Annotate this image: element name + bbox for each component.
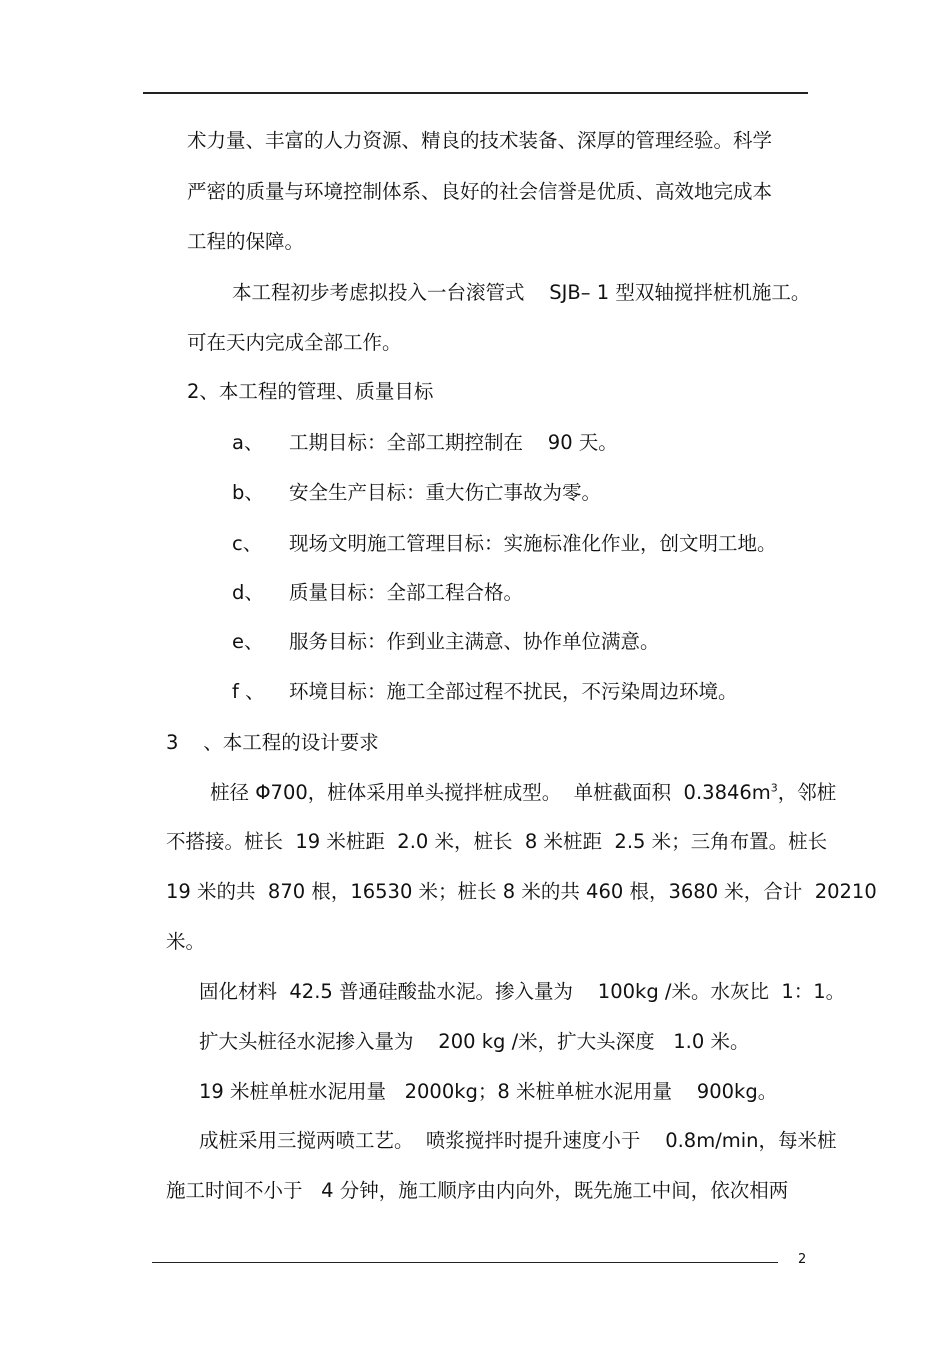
text-segment: 桩径 Φ700，桩体采用单头搅拌桩成型。 单桩截面积 0.3846m — [210, 781, 771, 804]
list-item-text: 质量目标：全部工程合格。 — [289, 581, 524, 604]
text-line — [210, 780, 836, 806]
list-marker: f 、 — [232, 680, 265, 703]
list-item-text: 安全生产目标：重大伤亡事故为零。 — [289, 481, 602, 504]
text-line: 不搭接。桩长 19 米桩距 2.0 米，桩长 8 米桩距 2.5 米；三角布置。桩长 — [166, 830, 828, 853]
text-line: 扩大头桩径水泥掺入量为 200 kg /米，扩大头深度 1.0 米。 — [199, 1030, 750, 1053]
section-2-heading: 2、本工程的管理、质量目标 — [187, 380, 434, 403]
text-line: 严密的质量与环境控制体系、良好的社会信誉是优质、高效地完成本 — [187, 180, 773, 203]
list-item-text: 服务目标：作到业主满意、协作单位满意。 — [289, 630, 660, 653]
text-line: 固化材料 42.5 普通硅酸盐水泥。掺入量为 100kg /米。水灰比 1：1。 — [199, 980, 846, 1003]
list-marker: e、 — [232, 630, 264, 653]
section-3-heading: 3 、本工程的设计要求 — [166, 731, 379, 754]
list-marker: a、 — [232, 431, 264, 454]
text-line: 19 米桩单桩水泥用量 2000kg；8 米桩单桩水泥用量 900kg。 — [199, 1080, 778, 1103]
list-item-text: 环境目标：施工全部过程不扰民，不污染周边环境。 — [289, 680, 738, 703]
list-marker: b、 — [232, 481, 264, 504]
text-segment: ，邻桩 — [777, 781, 837, 804]
text-line: 术力量、丰富的人力资源、精良的技术装备、深厚的管理经验。科学 — [187, 129, 773, 152]
list-marker: d、 — [232, 581, 264, 604]
list-item-text: 工期目标：全部工期控制在 90 天。 — [289, 431, 618, 454]
text-line: 本工程初步考虑拟投入一台滚管式 SJB– 1 型双轴搅拌桩机施工。 — [232, 281, 811, 304]
text-line: 米。 — [166, 930, 206, 953]
text-line: 19 米的共 870 根，16530 米；桩长 8 米的共 460 根，3680 米，合计 20210 — [166, 880, 877, 903]
list-item-text: 现场文明施工管理目标：实施标准化作业，创文明工地。 — [289, 532, 777, 555]
superscript: 3 — [770, 781, 778, 795]
header-rule — [143, 92, 808, 94]
footer-rule — [152, 1262, 778, 1263]
text-line: 工程的保障。 — [187, 230, 305, 253]
text-line: 成桩采用三搅两喷工艺。 喷浆搅拌时提升速度小于 0.8m/min，每米桩 — [199, 1129, 837, 1152]
text-line: 施工时间不小于 4 分钟，施工顺序由内向外，既先施工中间，依次相两 — [166, 1179, 789, 1202]
text-line: 可在天内完成全部工作。 — [187, 331, 402, 354]
page-number: 2 — [798, 1252, 807, 1267]
list-marker: c、 — [232, 532, 263, 555]
